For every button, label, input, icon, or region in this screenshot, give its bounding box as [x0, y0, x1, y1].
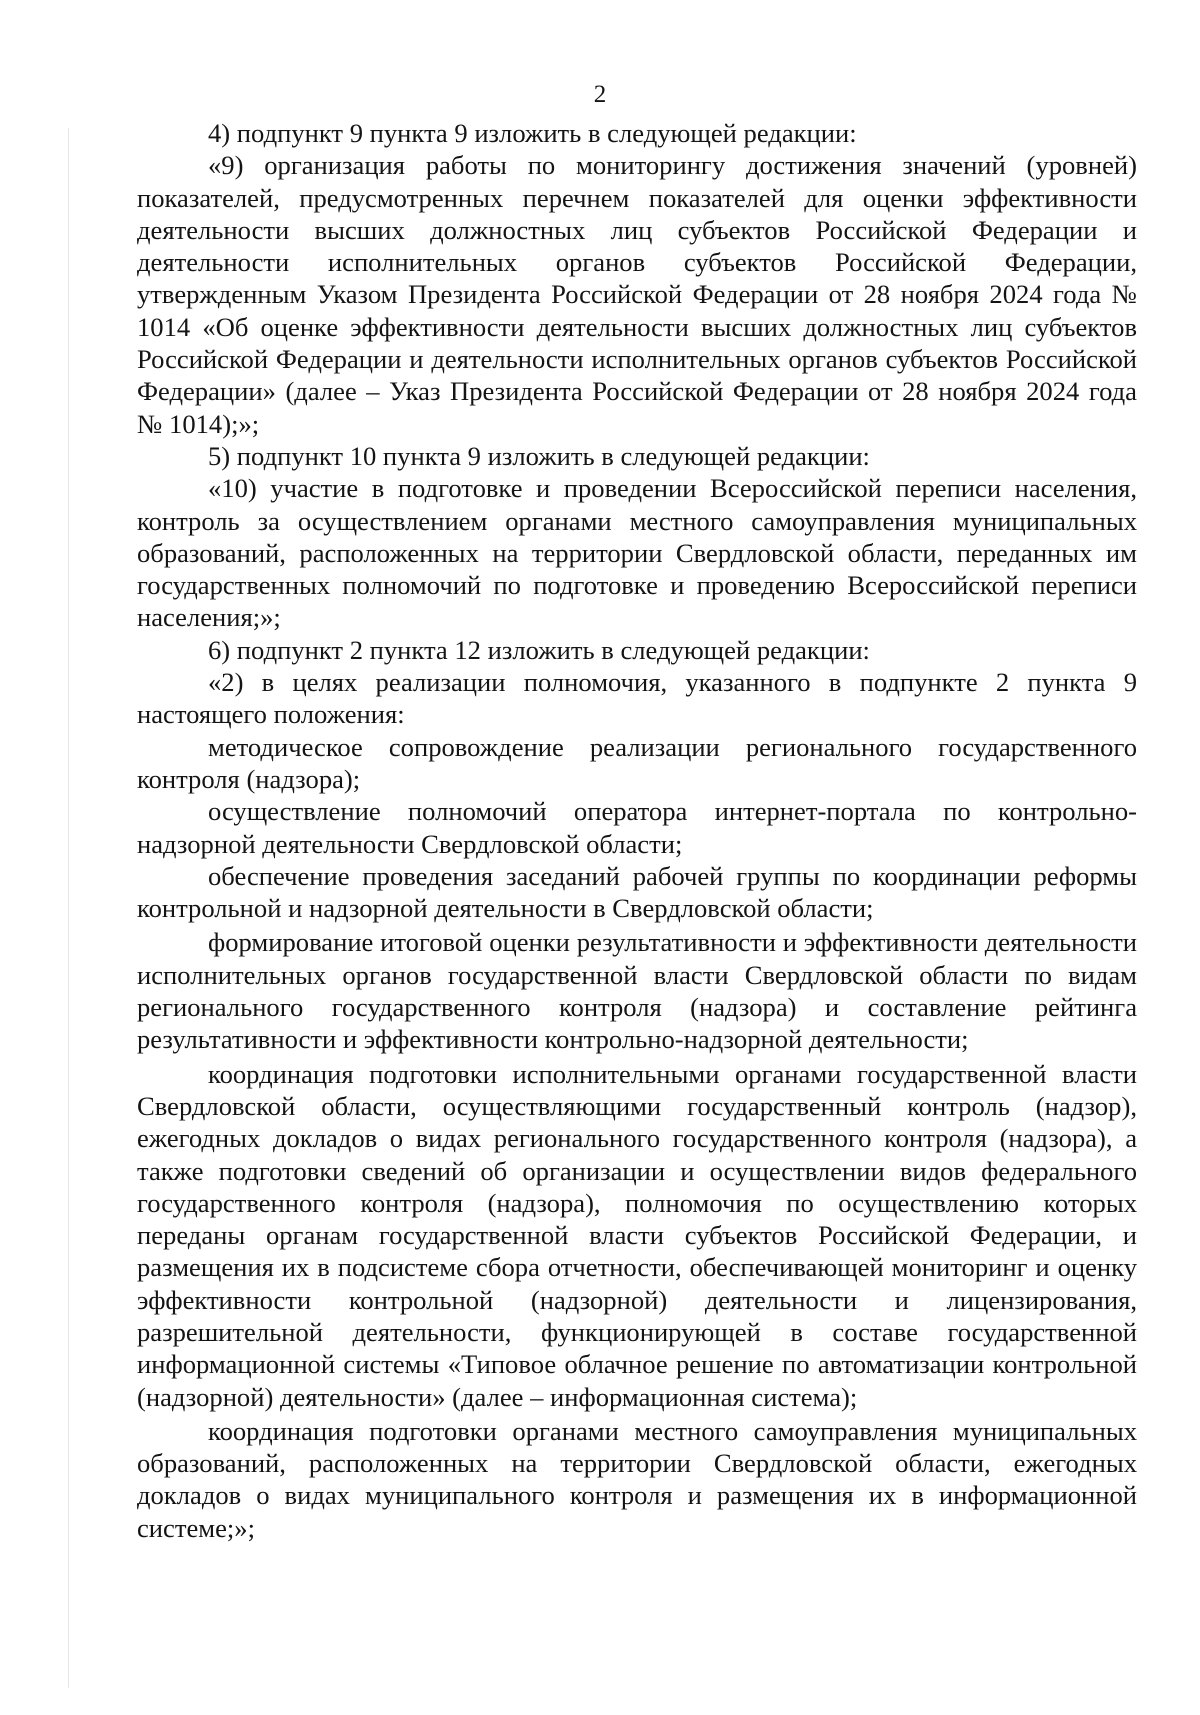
- paragraph-item-9-text: «9) организация работы по мониторингу достижения значений (уровней) показателей, предусмотренных перечнем показателей для оценки эффективности деятельности высших должностных лиц субъектов Российской Федерации и деятельности исполнительных органов субъектов Российской Федерации, утвержденным Указом Президента Российской Федерации от 28 ноября 2024 года № 1014 «Об оценке эффективности деятельности высших должностных лиц субъектов Российской Федерации и деятельности исполнительных органов субъектов Российской Федерации» (далее – Указ Президента Российской Федерации от 28 ноября 2024 года № 1014);»;: [137, 150, 1137, 439]
- paragraph-item-2-text: «2) в целях реализации полномочия, указанного в подпункте 2 пункта 9 настоящего положения:: [137, 667, 1137, 730]
- paragraph-coordination-executive: координация подготовки исполнительными органами государственной власти Свердловской области, осуществляющими государственный контроль (надзор), ежегодных докладов о видах регионального государственного контроля (надзора), а также подготовки сведений об организации и осуществлении видов федерального государственного контроля (надзора), полномочия по осуществлению которых переданы органам государственной власти субъектов Российской Федерации, и размещения их в подсистеме сбора отчетности, обеспечивающей мониторинг и оценку эффективности контрольной (надзорной) деятельности и лицензирования, разрешительной деятельности, функционирующей в составе государственной информационной системы «Типовое облачное решение по автоматизации контрольной (надзорной) деятельности» (далее – информационная система);: [137, 1058, 1137, 1412]
- paragraph-coordination-municipal: координация подготовки органами местного самоуправления муниципальных образований, расположенных на территории Свердловской области, ежегодных докладов о видах муниципального контроля и размещения их в информационной системе;»;: [137, 1415, 1137, 1543]
- paragraph-subitem-6: 6) подпункт 2 пункта 12 изложить в следующей редакции:: [208, 634, 870, 665]
- document-body: [137, 117, 1137, 1544]
- paragraph-subitem-5: 5) подпункт 10 пункта 9 изложить в следующей редакции:: [208, 440, 870, 471]
- page-number: 2: [593, 81, 607, 108]
- scan-edge-line: [68, 128, 69, 1688]
- paragraph-working-group: обеспечение проведения заседаний рабочей группы по координации реформы контрольной и надзорной деятельности в Свердловской области;: [137, 860, 1137, 924]
- paragraph-portal-operator: осуществление полномочий оператора интернет-портала по контрольно-надзорной деятельности Свердловской области;: [137, 796, 1137, 859]
- paragraph-methodical-support: методическое сопровождение реализации регионального государственного контроля (надзора);: [137, 731, 1137, 794]
- paragraph-item-10-text: «10) участие в подготовке и проведении Всероссийской переписи населения, контроль за осуществлением органами местного самоуправления муниципальных образований, расположенных на территории Свердловской области, переданных им государственных полномочий по подготовке и проведению Всероссийской переписи населения;»;: [137, 473, 1137, 633]
- paragraph-final-assessment: формирование итоговой оценки результативности и эффективности деятельности исполнительных органов государственной власти Свердловской области по видам регионального государственного контроля (надзора) и составление рейтинга результативности и эффективности контрольно-надзорной деятельности;: [137, 927, 1137, 1055]
- paragraph-subitem-4: 4) подпункт 9 пункта 9 изложить в следующей редакции:: [208, 118, 857, 148]
